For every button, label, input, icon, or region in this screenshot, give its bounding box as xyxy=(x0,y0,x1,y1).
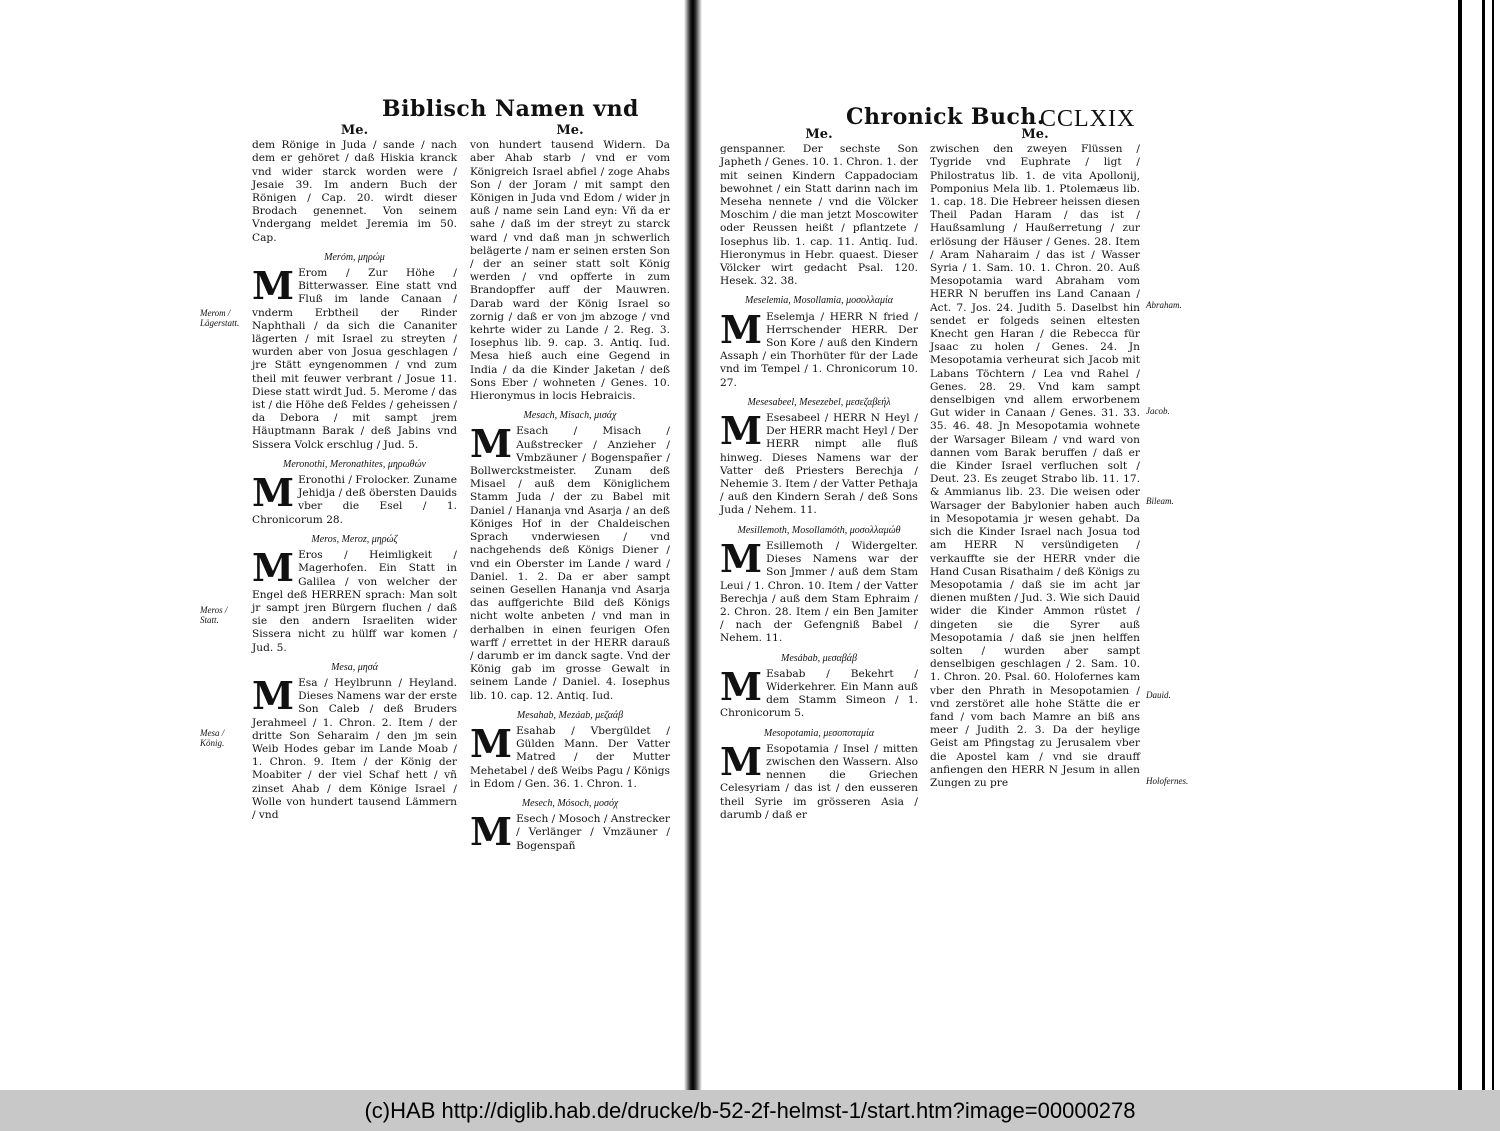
left-column-2 xyxy=(470,124,670,859)
entry-text: dem Rönige in Juda / sande / nach dem er gehöret / daß Hiskia kranck vnd wider starck worden were / Jesaie 39. Im andern Buch der Rönigen / Cap. 20. wirdt dieser Brodach genennet. Von seinem Vndergang meldet Jeremia im 50. Cap. xyxy=(252,139,457,244)
page-edge-line xyxy=(1482,0,1485,1090)
book-gutter xyxy=(684,0,702,1090)
entry-text: Eselemja / HERR N fried / Herrschender HERR. Der Son Kore / auß den Kindern Assaph / ein Thorhüter für der Lade vnd im Tempel / 1. Chronicorum 10. 27. xyxy=(720,310,918,389)
drop-initial: M xyxy=(720,306,763,352)
entry-lemma: Mesopotamia, μεσοποταμία xyxy=(763,727,875,739)
entry-text: Esach / Misach / Außstrecker / Anzieher / Vmbzäuner / Bogenspañer / Bollwerckstmeister. Zunam deß Misael / auß dem Königlichem Stamm Juda / der zu Babel mit Daniel / Hananja vnd Asarja / an deß Königes Hof in der Chaldeischen Sprach vnderwiesen / vnd nachgehends deß Königs Diener / vnd ein Oberster im Lande / ward / Daniel. 1. 2. Da er aber sampt seinen Gesellen Hananja vnd Asarja das auffgerichte Bild deß Königs nicht wolte anbeten / vnd man in derhalben in einen feurigen Ofen warff / errettet in der HERR darauß / darumb er im danck sagte. Vnd der König gab im grosse Gewalt in seinem Lande / Daniel. 4. Iosephus lib. 10. cap. 12. Antiq. Iud. xyxy=(470,425,670,702)
entry xyxy=(930,143,1140,790)
drop-initial: M xyxy=(470,809,513,855)
entry xyxy=(720,143,918,288)
entry-lemma: Meronothi, Meronathites, μηρωθών xyxy=(283,458,426,470)
margin-note: Merom / Lägerstatt. xyxy=(200,308,240,328)
drop-initial: M xyxy=(252,672,295,718)
drop-initial: M xyxy=(252,263,295,309)
entry xyxy=(720,524,918,646)
right-column-2 xyxy=(930,128,1140,796)
drop-initial: M xyxy=(470,421,513,467)
left-column-1 xyxy=(252,124,457,828)
column-head: Me. xyxy=(805,127,833,142)
right-column-1 xyxy=(720,128,918,828)
margin-note: Bileam. xyxy=(1146,496,1174,506)
margin-note: Holofernes. xyxy=(1146,776,1189,786)
margin-note: Abraham. xyxy=(1146,300,1182,310)
column-head: Me. xyxy=(556,123,584,138)
entry xyxy=(720,727,918,822)
entry-lemma: Mesa, μησά xyxy=(331,661,378,673)
entry-lemma: Mesach, Misach, μισάχ xyxy=(523,410,617,422)
entry-text: Esopotamia / Insel / mitten zwischen den Wassern. Also nennen die Griechen Celesyriam / das ist / den eusseren theil Syrie im grösseren Asia / darumb / daß er xyxy=(720,742,918,821)
folio-number: CCLXIX xyxy=(1040,106,1136,132)
drop-initial: M xyxy=(720,738,763,784)
entry xyxy=(252,661,457,822)
entry-text: zwischen den zweyen Flüssen / Tygride vnd Euphrate / ligt / Philostratus lib. 1. de vita Apollonij, Pomponius Mela lib. 1. Ptolemæus lib. 1. cap. 18. Die Hebreer heissen diesen Theil Padan Haram / das ist / Haußsamlung / Haußerretung / zur erlösung der Häuser / Genes. 28. Item / Aram Naharaim / das ist / Wasser Syria / 1. Sam. 10. 1. Chron. 20. Auß Mesopotamia ward Abraham vom HERR N beruffen ins Land Canaan / Act. 7. Jos. 24. Judith 5. Daselbst hin sendet er folgeds seinen eltesten Knecht gen Haran / die Rebecca für Jsaac zu holen / Genes. 24. Jn Mesopotamia verheurat sich Jacob mit Labans Töchtern / Lea vnd Rahel / Genes. 28. 29. Vnd kam sampt denselbigen vnd allem erworbenem Gut wider in Canaan / Genes. 31. 33. 35. 46. 48. Jn Mesopotamia wohnete der Warsager Bileam / vnd ward von dannen vom Barak beruffen / daß er die Kinder Israel verfluchen solt / Deut. 23. Es zeuget Strabo lib. 11. 17. & Ammianus lib. 23. Die weisen oder Warsager der Babylonier haben auch in Mesopotamia jr wesen gehabt. Da sich die Kinder Israel nach Josua tod am HERR N versündigeten / verkauffte sie der HERR vnder die Hand Cusan Risathaim / deß Königs zu Mesopotamia / daß sie im acht jar dienen mußten / Jud. 3. Wie sich Dauid wider die Kinder Ammon rüstet / dingeten sie die Syrer auß Mesopotamia / daß sie jnen helffen solten / wurden aber sampt denselbigen geschlagen / 2. Sam. 10. 1. Chron. 20. Psal. 60. Holofernes kam vber den Phrath in Mesopotamien / vnd zerstöret alle hohe Stätte die er fand / vom bach Mamre an biß ans meer / Judith 2. 3. Da der heylige Geist am Pfingstag zu Jerusalem vber die Apostel kam / vnd sie drauff anfiengen den HERR N Jesum in allen Zungen zu pre xyxy=(930,143,1140,789)
entry xyxy=(470,139,670,403)
drop-initial: M xyxy=(252,470,295,516)
drop-initial: M xyxy=(470,720,513,766)
entry-text: von hundert tausend Widern. Da aber Ahab starb / vnd er vom Königreich Israel abfiel / zoge Ahabs Son / der Joram / mit sampt den Königen in Juda vnd Edom / wider jn auß / name sein Land eyn: Vñ da er sahe / daß im der streyt zu starck ward / vnd daß man jn schwerlich belägerte / nam er seinen ersten Son / der an seiner statt solt König werden / vnd opfferte in zum Brandopffer auff der Mauwren. Darab ward der König Israel so zornig / daß er von jm abzoge / vnd kehrte wider zu Lande / 2. Reg. 3. Iosephus lib. 9. cap. 3. Antiq. Iud. Mesa hieß auch eine Gegend in India / da die Kinder Jaketan / deß Sons Eber / wohneten / Genes. 10. Hieronymus in locis Hebraicis. xyxy=(470,139,670,403)
entry-text: Esillemoth / Widergelter. Dieses Namens war der Son Jmmer / auß dem Stam Leui / 1. Chron. 10. Item / der Vatter Berechja / auß dem Stam Ephraim / 2. Chron. 28. Item / ein Ben Jamiter / nach der Gefengniß Babel / Nehem. 11. xyxy=(720,539,918,645)
entry xyxy=(470,709,670,791)
margin-note: Jacob. xyxy=(1146,406,1170,416)
entry-lemma: Mesesabeel, Mesezebel, μεσεζαβεήλ xyxy=(747,396,891,408)
right-page xyxy=(706,0,1500,1090)
entry-lemma: Mesahab, Mezáab, μεζαάβ xyxy=(516,709,624,721)
page-edge-line xyxy=(1458,0,1462,1090)
entry-lemma: Mesech, Mósoch, μοσόχ xyxy=(521,797,619,809)
margin-note: Dauid. xyxy=(1146,690,1171,700)
entry-text: Eronothi / Frolocker. Zuname Jehidja / deß öbersten Dauids vber die Esel / 1. Chronicorum 28. xyxy=(252,474,457,526)
entry-text: genspanner. Der sechste Son Japheth / Genes. 10. 1. Chron. 1. der mit seinen Kindern Cappadociam bewohnet / ein Statt darinn nach im Meseha nennete / vnd die Völcker Moschim / die man jetzt Moscowiter oder Reussen heißt / pflantzete / Iosephus lib. 1. cap. 11. Antiq. Iud. Hieronymus in Hebr. quaest. Dieser Völcker wirt gedacht Psal. 120. Hesek. 32. 38. xyxy=(720,143,918,288)
entry xyxy=(470,797,670,853)
entry xyxy=(720,396,918,518)
entry-text: Esesabeel / HERR N Heyl / Der HERR macht Heyl / Der HERR nimpt alle fluß hinweg. Dieses Namens war der Vatter deß Priesters Berechja / Nehemie 3. Item / der Vatter Pethaja / auß den Kindern Serah / deß Sons Juda / Nehem. 11. xyxy=(720,412,918,517)
entry-lemma: Meros, Meroz, μηρώζ xyxy=(311,533,398,545)
entry xyxy=(252,139,457,245)
right-running-header: Chronick Buch. xyxy=(846,104,1046,130)
entry-lemma: Meróm, μηρώμ xyxy=(324,251,385,263)
drop-initial: M xyxy=(720,408,763,454)
left-page xyxy=(0,0,688,1090)
drop-initial: M xyxy=(252,545,295,591)
column-head: Me. xyxy=(340,123,369,138)
entry xyxy=(470,409,670,702)
entry xyxy=(252,533,457,655)
margin-note: Mesa / König. xyxy=(200,728,225,748)
column-head: Me. xyxy=(1021,127,1049,142)
page-edge-line xyxy=(1492,0,1494,1090)
entry-text: Esa / Heylbrunn / Heyland. Dieses Namens war der erste Son Caleb / deß Bruders Jerahmeel / 1. Chron. 2. Item / der dritte Son Seharaim / den jm sein Weib Hodes gebar im Lande Moab / 1. Chron. 9. Item / der König der Moabiter / der viel Schaf hett / vñ zinset Ahab / dem Könige Israel / Wolle von hundert tausend Lämmern / vnd xyxy=(252,676,457,821)
entry-lemma: Mesábab, μεσαβάβ xyxy=(780,652,857,664)
entry-text: Eros / Heimligkeit / Magerhofen. Ein Statt in Galilea / von welcher der Engel deß HERREN sprach: Man solt jr sampt jren Bürgern fluchen / daß sie den andern Israeliten wider Sissera nicht zu hülff war komen / Jud. 5. xyxy=(252,549,457,654)
entry-text: Esahab / Vbergüldet / Gülden Mann. Der Vatter Matred / der Mutter Mehetabel / deß Weibs Pagu / Königs in Edom / Gen. 36. 1. Chron. 1. xyxy=(470,724,670,790)
entry-text: Esabab / Bekehrt / Widerkehrer. Ein Mann auß dem Stamm Simeon / 1. Chronicorum 5. xyxy=(720,667,918,720)
drop-initial: M xyxy=(720,535,763,581)
entry-lemma: Mesillemoth, Mosollamóth, μοσολλαμώθ xyxy=(737,524,901,536)
entry xyxy=(720,652,918,721)
entry xyxy=(720,294,918,389)
entry-text: Esech / Mosoch / Anstrecker / Verlänger / Vmzäuner / Bogenspañ xyxy=(516,813,670,852)
entry-text: Erom / Zur Höhe / Bitterwasser. Eine statt vnd Fluß im lande Canaan / vnderm Erbtheil der Rinder Naphthali / da sich die Cananiter lägerten / mit Israel zu streyten / wurden aber von Josua geschlagen / jre Stätt eyngenommen / vnd zum theil mit feuwer verbrant / Josue 11. Diese statt wirdt Jud. 5. Merome / das ist / die Höhe deß Feldes / geheissen / da Debora / mit sampt jrem Häuptmann Barak / deß Jabins vnd Sissera Volck erschlug / Jud. 5. xyxy=(252,267,457,451)
copyright-footer: (c)HAB http://diglib.hab.de/drucke/b-52-2f-helmst-1/start.htm?image=00000278 xyxy=(0,1090,1500,1131)
margin-note: Meros / Statt. xyxy=(200,605,228,625)
entry xyxy=(252,251,457,452)
left-running-header: Biblisch Namen vnd xyxy=(382,96,639,122)
entry-lemma: Meselemia, Mosollamia, μοσολλαμία xyxy=(744,295,893,307)
drop-initial: M xyxy=(720,663,763,709)
entry xyxy=(252,458,457,527)
